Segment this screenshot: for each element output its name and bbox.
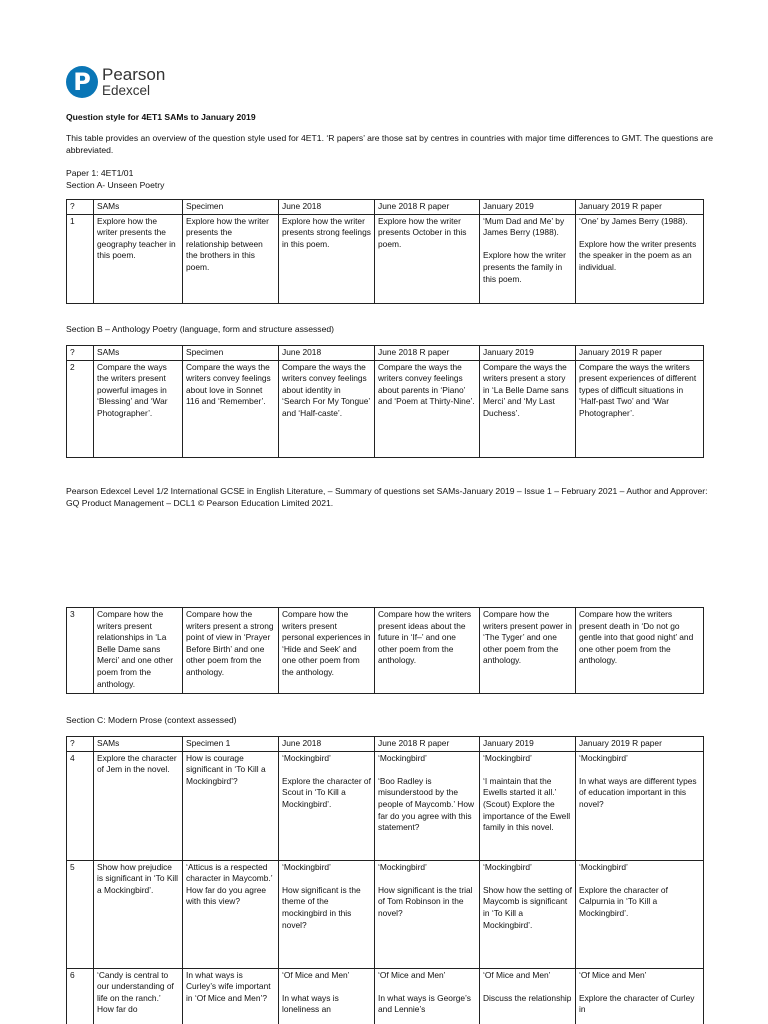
table-cell: Explore how the writer presents the geography teacher in this poem. [94,214,183,303]
pearson-logo [66,66,165,98]
table-cell: ‘Of Mice and Men’ In what ways is loneliness an [279,968,375,1024]
table-cell: Compare the ways the writers present experiences of different types of difficult situations in ‘Half-past Two’ and ‘War Photographer’. [576,360,704,457]
table-cell: Compare the ways the writers present powerful images in ‘Blessing’ and ‘War Photographer’. [94,360,183,457]
table-section-b-continued [66,607,704,694]
table-cell: ‘Mockingbird’ Explore the character of Calpurnia in ‘To Kill a Mockingbird’. [576,860,704,968]
header-cell: January 2019 R paper [576,200,704,215]
table-cell: Compare the ways the writers convey feelings about parents in ‘Piano’ and ‘Poem at Thirty-Nine’. [375,360,480,457]
header-cell: Specimen 1 [183,737,279,752]
table-cell: Explore how the writer presents October in this poem. [375,214,480,303]
table-section-b [66,345,704,458]
table-cell: In what ways is Curley’s wife important in ‘Of Mice and Men’? [183,968,279,1024]
table-cell: Compare the ways the writers convey feelings about identity in ‘Search For My Tongue’ and ‘Half-caste’. [279,360,375,457]
header-cell: January 2019 R paper [576,737,704,752]
header-cell: Specimen [183,200,279,215]
table-cell: Compare how the writers present power in ‘The Tyger’ and one other poem from the anthology. [480,608,576,694]
header-cell: ? [67,200,94,215]
header-cell: January 2019 R paper [576,346,704,361]
table-row [67,860,704,968]
table-cell: ‘Candy is central to our understanding of life on the ranch.’ How far do [94,968,183,1024]
table-cell: ‘Mockingbird’ Explore the character of Scout in ‘To Kill a Mockingbird’. [279,751,375,860]
table-cell: Compare the ways the writers present a story in ‘La Belle Dame sans Merci’ and ‘My Last Duchess’. [480,360,576,457]
table-row [67,214,704,303]
table-cell: ‘Of Mice and Men’ In what ways is George’s and Lennie’s [375,968,480,1024]
header-cell: January 2019 [480,346,576,361]
header-cell: June 2018 [279,346,375,361]
header-cell: Specimen [183,346,279,361]
intro-text: This table provides an overview of the question style used for 4ET1. ‘R papers’ are those sat by centres in countries with major time differences to GMT. The questions are abbreviated. [66,133,714,155]
table-cell: 6 [67,968,94,1024]
table-header-row [67,200,704,215]
header-cell: June 2018 [279,737,375,752]
table-cell: ‘Of Mice and Men’ Explore the character of Curley in [576,968,704,1024]
table-row [67,360,704,457]
header-cell: June 2018 R paper [375,346,480,361]
table-cell: Compare how the writers present personal experiences in ‘Hide and Seek’ and one other poem from the anthology. [279,608,375,694]
table-cell: ‘One’ by James Berry (1988). Explore how the writer presents the speaker in the poem as an individual. [576,214,704,303]
header-cell: SAMs [94,346,183,361]
table-cell: Show how prejudice is significant in ‘To Kill a Mockingbird’. [94,860,183,968]
header-cell: June 2018 [279,200,375,215]
header-cell: SAMs [94,737,183,752]
pearson-p-icon: P [66,66,98,98]
section-b-heading: Section B – Anthology Poetry (language, form and structure assessed) [66,324,334,334]
table-cell: ‘Mockingbird’ In what ways are different types of education important in this novel? [576,751,704,860]
table-cell: Compare how the writers present relationships in ‘La Belle Dame sans Merci’ and one other poem from the anthology. [94,608,183,694]
table-header-row [67,346,704,361]
table-cell: ‘Mum Dad and Me’ by James Berry (1988). Explore how the writer presents the family in this poem. [480,214,576,303]
page-footer: Pearson Edexcel Level 1/2 International GCSE in English Literature, – Summary of questions set SAMs-January 2019 – Issue 1 – February 2021 – Author and Approver: GQ Product Management – DCL1 © Pearson Education Limited 2021. [66,486,708,508]
table-cell: ‘Mockingbird’ How significant is the trial of Tom Robinson in the novel? [375,860,480,968]
table-cell: ‘Mockingbird’ How significant is the theme of the mockingbird in this novel? [279,860,375,968]
header-cell: June 2018 R paper [375,737,480,752]
table-cell: ‘Mockingbird’ ‘Boo Radley is misunderstood by the people of Maycomb.’ How far do you agree with this statement? [375,751,480,860]
paper-label: Paper 1: 4ET1/01 [66,168,134,178]
header-cell: ? [67,346,94,361]
doc-title: Question style for 4ET1 SAMs to January 2019 [66,112,256,122]
table-cell: Compare how the writers present ideas about the future in ‘If–’ and one other poem from the anthology. [375,608,480,694]
section-c-heading: Section C: Modern Prose (context assessed) [66,715,237,725]
table-cell: Explore how the writer presents the relationship between the brothers in this poem. [183,214,279,303]
table-cell: Explore the character of Jem in the novel. [94,751,183,860]
logo-sub: Edexcel [102,82,151,98]
table-cell: ‘Mockingbird’ ‘I maintain that the Ewells started it all.’ (Scout) Explore the importance of the Ewell family in this novel. [480,751,576,860]
header-cell: June 2018 R paper [375,200,480,215]
logo-brand: Pearson [102,65,166,84]
header-cell: ? [67,737,94,752]
table-cell: ‘Of Mice and Men’ Discuss the relationship [480,968,576,1024]
header-cell: January 2019 [480,737,576,752]
header-cell: SAMs [94,200,183,215]
table-cell: 4 [67,751,94,860]
table-cell: How is courage significant in ‘To Kill a Mockingbird’? [183,751,279,860]
section-a-heading: Section A- Unseen Poetry [66,180,165,190]
table-cell: 5 [67,860,94,968]
header-cell: January 2019 [480,200,576,215]
table-cell: 2 [67,360,94,457]
table-cell: Compare the ways the writers convey feelings about love in Sonnet 116 and ‘Remember’. [183,360,279,457]
table-row [67,608,704,694]
table-section-a [66,199,704,304]
table-section-c [66,736,704,1024]
table-row [67,751,704,860]
table-cell: Compare how the writers present a strong point of view in ‘Prayer Before Birth’ and one other poem from the anthology. [183,608,279,694]
table-cell: 1 [67,214,94,303]
table-cell: Explore how the writer presents strong feelings in this poem. [279,214,375,303]
table-header-row [67,737,704,752]
table-row [67,968,704,1024]
table-cell: Compare how the writers present death in ‘Do not go gentle into that good night’ and one other poem from the anthology. [576,608,704,694]
table-cell: ‘Mockingbird’ Show how the setting of Maycomb is significant in ‘To Kill a Mockingbird’. [480,860,576,968]
table-cell: 3 [67,608,94,694]
table-cell: ‘Atticus is a respected character in Maycomb.’ How far do you agree with this view? [183,860,279,968]
